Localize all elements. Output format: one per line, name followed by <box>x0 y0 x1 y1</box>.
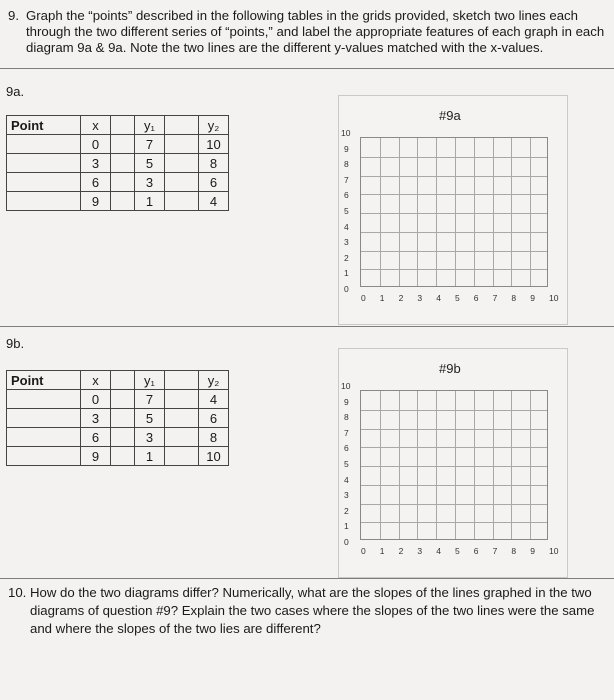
grid-line <box>361 522 547 523</box>
x-tick-label: 0 <box>361 293 366 303</box>
grid-line <box>530 138 531 286</box>
y-tick-label: 1 <box>344 268 349 279</box>
x-tick-label: 2 <box>398 546 404 556</box>
question-10-text: How do the two diagrams differ? Numerically, what are the slopes of the lines graphed in the two diagrams of question #9? Explain the two cases where the slopes of the two lines were the same and where the slopes of the two lies are different? <box>30 585 595 636</box>
grid-line <box>361 485 547 486</box>
grid-line <box>493 391 494 539</box>
y-tick-label: 6 <box>344 443 349 454</box>
grid-line <box>380 138 381 286</box>
header-point: Point <box>7 116 81 135</box>
grid-line <box>417 138 418 286</box>
cell-gap <box>111 447 135 466</box>
cell-gap <box>111 428 135 447</box>
table-9a-header <box>7 116 229 135</box>
graph-9b-grid <box>360 390 548 540</box>
cell-y2: 6 <box>199 173 229 192</box>
y-tick-label: 6 <box>344 190 349 201</box>
grid-line <box>511 391 512 539</box>
cell-gap <box>165 173 199 192</box>
grid-line <box>361 251 547 252</box>
grid-line <box>417 391 418 539</box>
table-9b-header <box>7 371 229 390</box>
cell-y2: 8 <box>199 154 229 173</box>
divider-top <box>0 68 614 69</box>
header-y2: y₂ <box>199 371 229 390</box>
x-tick-label: 4 <box>436 546 441 556</box>
cell-y2: 4 <box>199 192 229 211</box>
x-tick-label: 8 <box>511 546 517 556</box>
grid-line <box>361 410 547 411</box>
cell-y1: 5 <box>135 154 165 173</box>
y-tick-label: 0 <box>344 284 349 294</box>
grid-line <box>361 447 547 448</box>
cell-gap <box>165 154 199 173</box>
y-tick-label: 5 <box>344 206 349 216</box>
cell-point <box>7 409 81 428</box>
grid-line <box>530 391 531 539</box>
cell-x: 3 <box>81 154 111 173</box>
y-tick-label: 10 <box>341 128 351 138</box>
y-tick-label: 5 <box>344 459 349 469</box>
y-tick-label: 3 <box>344 490 349 501</box>
cell-point <box>7 173 81 192</box>
header-y1: y₁ <box>135 371 165 390</box>
cell-y2: 10 <box>199 447 229 466</box>
table-row <box>7 135 229 154</box>
y-tick-label: 7 <box>344 174 349 185</box>
header-y2: y₂ <box>199 116 229 135</box>
cell-y1: 3 <box>135 428 165 447</box>
y-tick-label: 4 <box>344 474 349 485</box>
x-tick-label: 2 <box>398 293 404 303</box>
cell-gap <box>165 428 199 447</box>
grid-line <box>455 138 456 286</box>
grid-line <box>361 176 547 177</box>
table-row <box>7 173 229 192</box>
cell-y1: 7 <box>135 390 165 409</box>
cell-y2: 8 <box>199 428 229 447</box>
header-gap <box>165 116 199 135</box>
cell-point <box>7 390 81 409</box>
header-gap <box>111 116 135 135</box>
grid-line <box>361 194 547 195</box>
cell-gap <box>165 192 199 211</box>
cell-x: 6 <box>81 173 111 192</box>
table-row <box>7 154 229 173</box>
y-tick-label: 9 <box>344 143 349 154</box>
grid-line <box>436 138 437 286</box>
y-tick-label: 8 <box>344 159 349 170</box>
x-tick-label: 9 <box>530 293 535 303</box>
header-x: x <box>81 116 111 135</box>
grid-line <box>361 213 547 214</box>
y-tick-label: 2 <box>344 505 349 516</box>
cell-x: 0 <box>81 390 111 409</box>
x-tick-label: 7 <box>492 546 498 556</box>
cell-gap <box>111 173 135 192</box>
grid-line <box>399 138 400 286</box>
grid-line <box>361 232 547 233</box>
x-tick-label: 8 <box>511 293 517 303</box>
y-tick-label: 0 <box>344 537 349 547</box>
header-y1: y₁ <box>135 116 165 135</box>
cell-gap <box>165 447 199 466</box>
cell-gap <box>111 192 135 211</box>
grid-line <box>474 391 475 539</box>
cell-y1: 1 <box>135 447 165 466</box>
cell-gap <box>165 390 199 409</box>
cell-x: 9 <box>81 447 111 466</box>
cell-point <box>7 447 81 466</box>
grid-line <box>399 391 400 539</box>
divider-middle <box>0 326 614 327</box>
x-tick-label: 6 <box>473 293 479 303</box>
grid-line <box>361 429 547 430</box>
cell-point <box>7 135 81 154</box>
table-9b <box>6 370 229 466</box>
table-row <box>7 428 229 447</box>
x-tick-label: 10 <box>549 293 559 303</box>
x-tick-label: 9 <box>530 546 535 556</box>
y-tick-label: 2 <box>344 252 349 263</box>
section-9a-label: 9a. <box>6 84 25 99</box>
question-9-text: Graph the “points” described in the following tables in the grids provided, sketch two lines each through the two different series of “points,” and label the appropriate features of each graph in each diagram 9a & 9a. Note the two lines are the different y-values matched with the x-values. <box>26 8 605 55</box>
table-9a <box>6 115 229 211</box>
table-row <box>7 447 229 466</box>
section-9b-label: 9b. <box>6 336 25 351</box>
grid-line <box>380 391 381 539</box>
question-9 <box>8 8 606 56</box>
grid-line <box>493 138 494 286</box>
x-tick-label: 1 <box>379 546 385 556</box>
cell-gap <box>165 409 199 428</box>
question-9-number: 9. <box>8 8 19 23</box>
y-tick-label: 10 <box>341 381 351 391</box>
grid-line <box>361 504 547 505</box>
grid-line <box>361 269 547 270</box>
cell-x: 3 <box>81 409 111 428</box>
cell-x: 0 <box>81 135 111 154</box>
graph-9b-title: #9b <box>439 361 461 376</box>
x-tick-label: 5 <box>455 293 460 303</box>
grid-line <box>436 391 437 539</box>
table-row <box>7 390 229 409</box>
y-tick-label: 1 <box>344 521 349 532</box>
table-row <box>7 409 229 428</box>
grid-line <box>361 157 547 158</box>
cell-y1: 7 <box>135 135 165 154</box>
cell-y1: 1 <box>135 192 165 211</box>
divider-bottom <box>0 578 614 579</box>
cell-gap <box>111 390 135 409</box>
y-tick-label: 4 <box>344 221 349 232</box>
y-tick-label: 9 <box>344 396 349 407</box>
cell-point <box>7 192 81 211</box>
x-tick-label: 3 <box>417 293 423 303</box>
table-row <box>7 192 229 211</box>
question-10 <box>8 584 606 638</box>
grid-line <box>455 391 456 539</box>
graph-9a-title: #9a <box>439 108 461 123</box>
cell-gap <box>111 409 135 428</box>
y-tick-label: 7 <box>344 427 349 438</box>
x-tick-label: 5 <box>455 546 460 556</box>
cell-y2: 6 <box>199 409 229 428</box>
x-tick-label: 1 <box>379 293 385 303</box>
y-tick-label: 3 <box>344 237 349 248</box>
x-tick-label: 6 <box>473 546 479 556</box>
cell-point <box>7 154 81 173</box>
cell-y2: 10 <box>199 135 229 154</box>
cell-y2: 4 <box>199 390 229 409</box>
grid-line <box>511 138 512 286</box>
cell-gap <box>165 135 199 154</box>
grid-line <box>474 138 475 286</box>
header-point: Point <box>7 371 81 390</box>
cell-gap <box>111 135 135 154</box>
cell-y1: 3 <box>135 173 165 192</box>
x-tick-label: 0 <box>361 546 366 556</box>
y-tick-label: 8 <box>344 412 349 423</box>
cell-point <box>7 428 81 447</box>
question-10-number: 10. <box>8 585 27 600</box>
header-gap <box>165 371 199 390</box>
cell-gap <box>111 154 135 173</box>
cell-y1: 5 <box>135 409 165 428</box>
x-tick-label: 7 <box>492 293 498 303</box>
x-tick-label: 4 <box>436 293 441 303</box>
graph-9a-grid <box>360 137 548 287</box>
header-gap <box>111 371 135 390</box>
cell-x: 9 <box>81 192 111 211</box>
x-tick-label: 10 <box>549 546 559 556</box>
grid-line <box>361 466 547 467</box>
cell-x: 6 <box>81 428 111 447</box>
header-x: x <box>81 371 111 390</box>
x-tick-label: 3 <box>417 546 423 556</box>
